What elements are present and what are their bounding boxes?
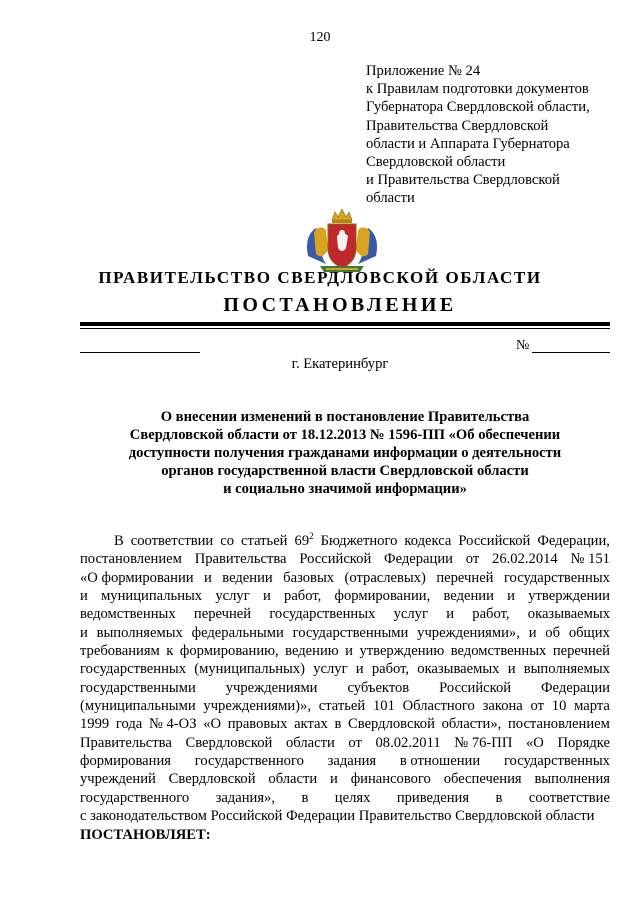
body-word: и xyxy=(507,588,515,605)
body-word: обеспечения xyxy=(443,771,522,788)
body-word: постановлением xyxy=(80,551,182,568)
body-word: государственных xyxy=(503,753,610,770)
body-line xyxy=(80,715,610,733)
body-line xyxy=(80,624,610,642)
article-number: $69^2$ xyxy=(294,531,314,549)
body-word: ведению xyxy=(285,643,339,660)
number-field-line xyxy=(532,352,610,353)
body-word: от xyxy=(465,551,480,568)
title-line: органов государственной власти Свердловской области xyxy=(161,463,529,479)
body-word: 10 xyxy=(551,698,567,715)
body-word: области xyxy=(268,771,318,788)
date-field-line xyxy=(80,352,200,353)
appendix-line: Приложение № 24 xyxy=(366,63,481,79)
body-word: федеральными xyxy=(191,624,284,641)
body-word: государственного xyxy=(194,753,304,770)
body-word: в отношении xyxy=(399,753,481,770)
body-word: перечней xyxy=(436,569,494,586)
body-word: 26.02.2014 xyxy=(492,551,558,568)
body-line xyxy=(80,605,610,623)
header-rule-thin xyxy=(80,328,610,329)
body-word: № 76-ПП xyxy=(454,734,513,751)
body-word: «О формировании xyxy=(80,569,194,586)
appendix-line: к Правилам подготовки документов xyxy=(366,81,589,98)
body-word: и xyxy=(345,643,353,660)
body-word: государственного xyxy=(80,789,190,806)
body-word: об xyxy=(545,624,561,641)
resolves-word: ПОСТАНОВЛЯЕТ: xyxy=(80,826,211,843)
title-line: и социально значимой информации» xyxy=(223,481,467,497)
body-word: от xyxy=(530,698,545,715)
appendix-line: Свердловской области xyxy=(366,154,506,171)
body-word: 1999 xyxy=(80,716,110,733)
appendix-line: области и Аппарата Губернатора xyxy=(366,135,570,152)
body-line xyxy=(80,752,610,770)
body-word: статьей xyxy=(241,533,288,549)
body-word: (муниципальными xyxy=(80,698,196,715)
body-word: учреждений xyxy=(80,771,156,788)
body-word: ведомственных xyxy=(450,643,547,660)
body-word: и xyxy=(330,771,338,788)
body-line xyxy=(80,550,610,568)
body-word: области xyxy=(285,734,335,751)
body-word: ведомственных xyxy=(80,606,176,623)
body-line xyxy=(80,679,610,697)
body-word: соответствии xyxy=(130,533,214,549)
body-word: «О xyxy=(203,716,222,733)
body-word: в xyxy=(334,716,342,733)
body-word: приведения xyxy=(396,789,470,806)
appendix-line: Правительства Свердловской xyxy=(366,117,549,134)
document-title xyxy=(80,408,610,498)
body-word: перечней xyxy=(552,643,610,660)
number-label: № xyxy=(516,338,530,353)
body-word: Российской xyxy=(439,679,512,696)
body-word: и xyxy=(446,606,455,623)
body-word: государственных xyxy=(80,661,187,678)
body-line xyxy=(80,587,610,605)
body-word: постановлением xyxy=(507,716,610,733)
body-line xyxy=(80,734,610,752)
body-line xyxy=(80,770,610,788)
body-word: Федерации xyxy=(541,679,610,696)
body-word: № 4-ОЗ xyxy=(148,716,197,733)
appendix-note xyxy=(366,62,636,208)
body-word: и xyxy=(528,624,537,641)
body-word: Свердловской xyxy=(185,734,273,751)
body-word: государственными xyxy=(80,679,196,696)
body-word: в xyxy=(495,789,503,806)
body-word: Правительства xyxy=(194,551,287,568)
body-word: года xyxy=(115,716,143,733)
body-word: Свердловской xyxy=(348,716,435,733)
body-word: и xyxy=(204,569,212,586)
body-word: Правительства xyxy=(80,734,172,751)
body-word: учреждениями», xyxy=(417,624,520,641)
body-word: Федерации xyxy=(384,551,453,568)
body-line-last: с законодательством Российской Федерации Правительство Свердловской области xyxy=(80,808,595,825)
body-word: (отраслевых) xyxy=(344,569,426,586)
body-word: к xyxy=(166,643,174,660)
body-word: ведении xyxy=(443,588,494,605)
body-word: выполняемых xyxy=(96,624,183,641)
body-line xyxy=(80,697,610,715)
body-paragraph xyxy=(80,532,610,844)
city-line: г. Екатеринбург xyxy=(291,356,389,372)
body-word: актах xyxy=(294,716,328,733)
body-word: задания», xyxy=(215,789,275,806)
body-word: марта xyxy=(574,698,610,715)
body-word: финансового xyxy=(350,771,431,788)
body-word: перечней xyxy=(193,606,252,623)
article-superscript: 2 xyxy=(309,531,314,541)
body-word: и xyxy=(80,624,88,641)
body-word: целях xyxy=(334,789,371,806)
appendix-line: и Правительства Свердловской xyxy=(366,172,560,189)
body-word: ведении xyxy=(222,569,273,586)
body-word: и xyxy=(262,588,271,605)
body-word: области», xyxy=(441,716,502,733)
body-word: и xyxy=(507,661,516,678)
title-line: доступности получения гражданами информации о деятельности xyxy=(128,445,562,461)
body-word: требованиям xyxy=(80,643,160,660)
body-word: государственных xyxy=(269,606,376,623)
body-word: соответствие xyxy=(528,789,610,806)
body-word: Бюджетного xyxy=(320,533,398,549)
body-word: закона xyxy=(482,698,523,715)
body-word: услуг xyxy=(215,588,250,605)
body-word: услуг xyxy=(313,661,348,678)
body-word: работ, xyxy=(371,661,410,678)
body-word: работ, xyxy=(472,606,510,623)
body-word: «О xyxy=(526,734,544,751)
body-word: и xyxy=(80,588,88,605)
header-rule-thick xyxy=(80,322,610,326)
body-word: В xyxy=(114,533,124,549)
body-word: № 151 xyxy=(570,551,610,568)
body-word: утверждению xyxy=(359,643,445,660)
body-word: базовых xyxy=(283,569,335,586)
body-word: от xyxy=(348,734,362,751)
body-word: Российской xyxy=(299,551,372,568)
body-word: со xyxy=(220,533,235,549)
appendix-line: Губернатора Свердловской области, xyxy=(366,99,590,116)
body-word: правовых xyxy=(227,716,288,733)
body-word: формированию, xyxy=(179,643,279,660)
title-line: Свердловской области от 18.12.2013 № 1596-ПП «Об обеспечении xyxy=(129,427,561,443)
body-word: учреждениями)», xyxy=(203,698,311,715)
body-word: (муниципальных) xyxy=(194,661,305,678)
appendix-line: области xyxy=(366,190,415,207)
body-word: работ, xyxy=(284,588,322,605)
body-word: утверждении xyxy=(528,588,610,605)
body-word: формировании, xyxy=(334,588,431,605)
government-heading: ПРАВИТЕЛЬСТВО СВЕРДЛОВСКОЙ ОБЛАСТИ xyxy=(98,268,542,287)
body-word: учреждениями xyxy=(225,679,318,696)
body-word: Порядке xyxy=(557,734,610,751)
body-word: Областного xyxy=(402,698,475,715)
body-word: выполняемых xyxy=(523,661,610,678)
body-word: Свердловской xyxy=(168,771,256,788)
body-word: Федерации, xyxy=(537,533,610,549)
page-number: 120 xyxy=(309,30,331,45)
body-word: выполнения xyxy=(534,771,610,788)
body-word: задания xyxy=(327,753,377,770)
title-line: О внесении изменений в постановление Правительства xyxy=(160,409,530,425)
body-word: кодекса xyxy=(404,533,452,549)
body-word: и xyxy=(355,661,364,678)
body-word: услуг xyxy=(393,606,428,623)
body-word: общих xyxy=(568,624,610,641)
body-word: Российской xyxy=(458,533,531,549)
coat-of-arms-emblem xyxy=(302,206,382,276)
body-word: статьей xyxy=(318,698,366,715)
body-word: государственными xyxy=(292,624,409,641)
body-word: в xyxy=(301,789,309,806)
body-word: субъектов xyxy=(347,679,410,696)
body-line xyxy=(80,642,610,660)
body-line xyxy=(80,789,610,807)
body-word: государственных xyxy=(503,569,610,586)
body-word: оказываемых xyxy=(527,606,610,623)
body-word: 08.02.2011 xyxy=(375,734,441,751)
document-type-heading: ПОСТАНОВЛЕНИЕ xyxy=(223,294,457,316)
body-line xyxy=(80,569,610,587)
body-line xyxy=(80,532,610,550)
body-word: оказываемых xyxy=(417,661,500,678)
body-word: муниципальных xyxy=(101,588,203,605)
body-word: 101 xyxy=(372,698,395,715)
body-word: формирования xyxy=(80,753,171,770)
body-line xyxy=(80,660,610,678)
